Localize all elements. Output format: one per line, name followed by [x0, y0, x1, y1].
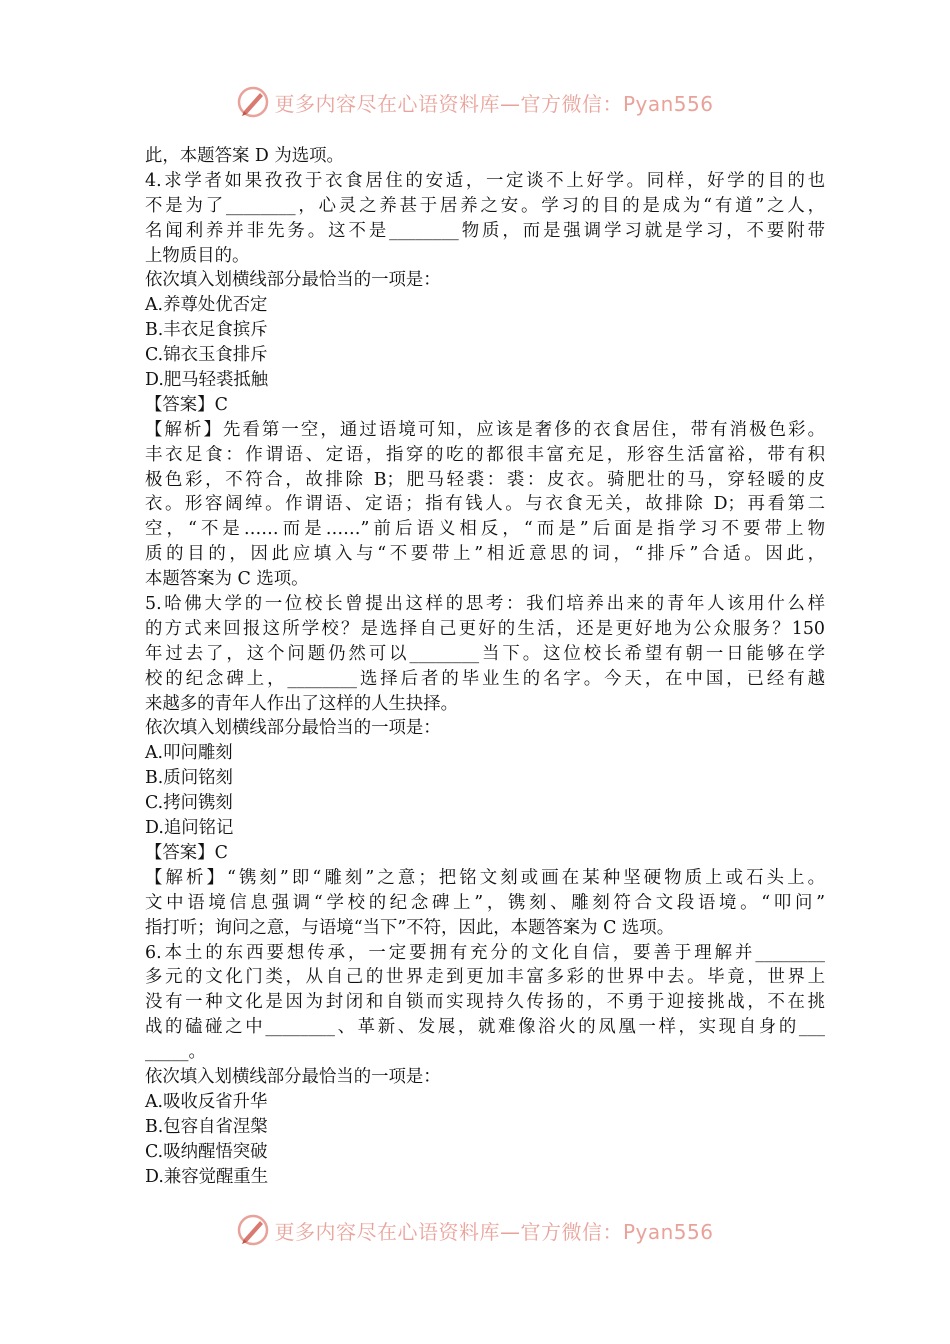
- text-line: 极色彩，不符合，故排除 B；肥马轻裘：裘：皮衣。骑肥壮的马，穿轻暖的皮: [145, 469, 825, 490]
- text-line: 空，“不是……而是……”前后语义相反，“而是”后面是指学习不要带上物: [145, 519, 825, 540]
- option-b: B.包容自省涅槃: [145, 1116, 268, 1137]
- text-line: 文中语境信息强调“学校的纪念碑上”，镌刻、雕刻符合文段语境。“叩问”: [145, 892, 825, 913]
- text-line: 上物质目的。: [145, 245, 250, 266]
- answer: 【答案】C: [145, 394, 228, 415]
- header-banner: [0, 82, 950, 122]
- option-b: B.丰衣足食摈斥: [145, 320, 268, 341]
- text-line: 衣。形容阔绰。作谓语、定语；指有钱人。与衣食无关，故排除 D；再看第二: [145, 494, 825, 515]
- banner-text: 更多内容尽在心语资料库—官方微信：Pyan556: [274, 1219, 714, 1244]
- text-line: 年过去了，这个问题仍然可以________当下。这位校长希望有朝一日能够在学: [145, 643, 825, 664]
- text-line: 的方式来回报这所学校？是选择自己更好的生活，还是更好地为公众服务？150: [145, 618, 825, 639]
- option-d: D.肥马轻裘抵触: [145, 370, 269, 391]
- option-c: C.拷问镌刻: [145, 793, 233, 814]
- text-line: 战的磕碰之中________、革新、发展，就难像浴火的凤凰一样，实现自身的___: [145, 1017, 825, 1038]
- option-a: A.吸收反省升华: [145, 1091, 268, 1112]
- text-line: 校的纪念碑上，________选择后者的毕业生的名字。今天，在中国，已经有越: [145, 668, 825, 689]
- footer-banner: [0, 1210, 950, 1250]
- text-line: 【解析】先看第一空，通过语境可知，应该是奢侈的衣食居住，带有消极色彩。: [145, 419, 825, 440]
- text-line: 5.哈佛大学的一位校长曾提出这样的思考：我们培养出来的青年人该用什么样: [145, 594, 825, 615]
- text-line: 丰衣足食：作谓语、定语，指穿的吃的都很丰富充足，形容生活富裕，带有积: [145, 444, 825, 465]
- text-line: 多元的文化门类，从自己的世界走到更加丰富多彩的世界中去。毕竟，世界上: [145, 967, 825, 988]
- text-line: 不是为了________，心灵之养甚于居养之安。学习的目的是成为“有道”之人，: [145, 195, 825, 216]
- text-line: 没有一种文化是因为封闭和自锁而实现持久传扬的，不勇于迎接挑战，不在挑: [145, 992, 825, 1013]
- text-line: 依次填入划横线部分最恰当的一项是：: [145, 718, 441, 739]
- text-line: 本题答案为 C 选项。: [145, 569, 309, 590]
- option-c: C.吸纳醒悟突破: [145, 1141, 268, 1162]
- text-line: 依次填入划横线部分最恰当的一项是：: [145, 1066, 441, 1087]
- answer: 【答案】C: [145, 842, 228, 863]
- text-line: 质的目的，因此应填入与“不要带上”相近意思的词，“排斥”合适。因此，: [145, 544, 825, 565]
- banner-text: 更多内容尽在心语资料库—官方微信：Pyan556: [274, 91, 714, 116]
- option-d: D.兼容觉醒重生: [145, 1166, 269, 1187]
- pen-logo-icon: [236, 85, 270, 119]
- text-line: 6.本土的东西要想传承，一定要拥有充分的文化自信，要善于理解并________: [145, 942, 825, 963]
- text-line: 4.求学者如果孜孜于衣食居住的安适，一定谈不上好学。同样，好学的目的也: [145, 170, 825, 191]
- text-line: 来越多的青年人作出了这样的人生抉择。: [145, 693, 459, 714]
- document-body: [145, 144, 825, 1189]
- option-d: D.追问铭记: [145, 818, 234, 839]
- text-line: 此，本题答案 D 为选项。: [145, 146, 344, 166]
- text-line: _____。: [145, 1042, 206, 1063]
- option-a: A.养尊处优否定: [145, 295, 268, 316]
- option-b: B.质问铭刻: [145, 768, 233, 789]
- text-line: 名闻利养并非先务。这不是________物质，而是强调学习就是学习，不要附带: [145, 220, 825, 241]
- option-c: C.锦衣玉食排斥: [145, 345, 268, 366]
- text-line: 依次填入划横线部分最恰当的一项是：: [145, 270, 441, 291]
- text-line: 指打听；询问之意，与语境“当下”不符，因此，本题答案为 C 选项。: [145, 917, 675, 938]
- text-line: 【解析】“镌刻”即“雕刻”之意；把铭文刻或画在某种坚硬物质上或石头上。: [145, 867, 825, 888]
- option-a: A.叩问雕刻: [145, 743, 233, 764]
- pen-logo-icon: [236, 1213, 270, 1247]
